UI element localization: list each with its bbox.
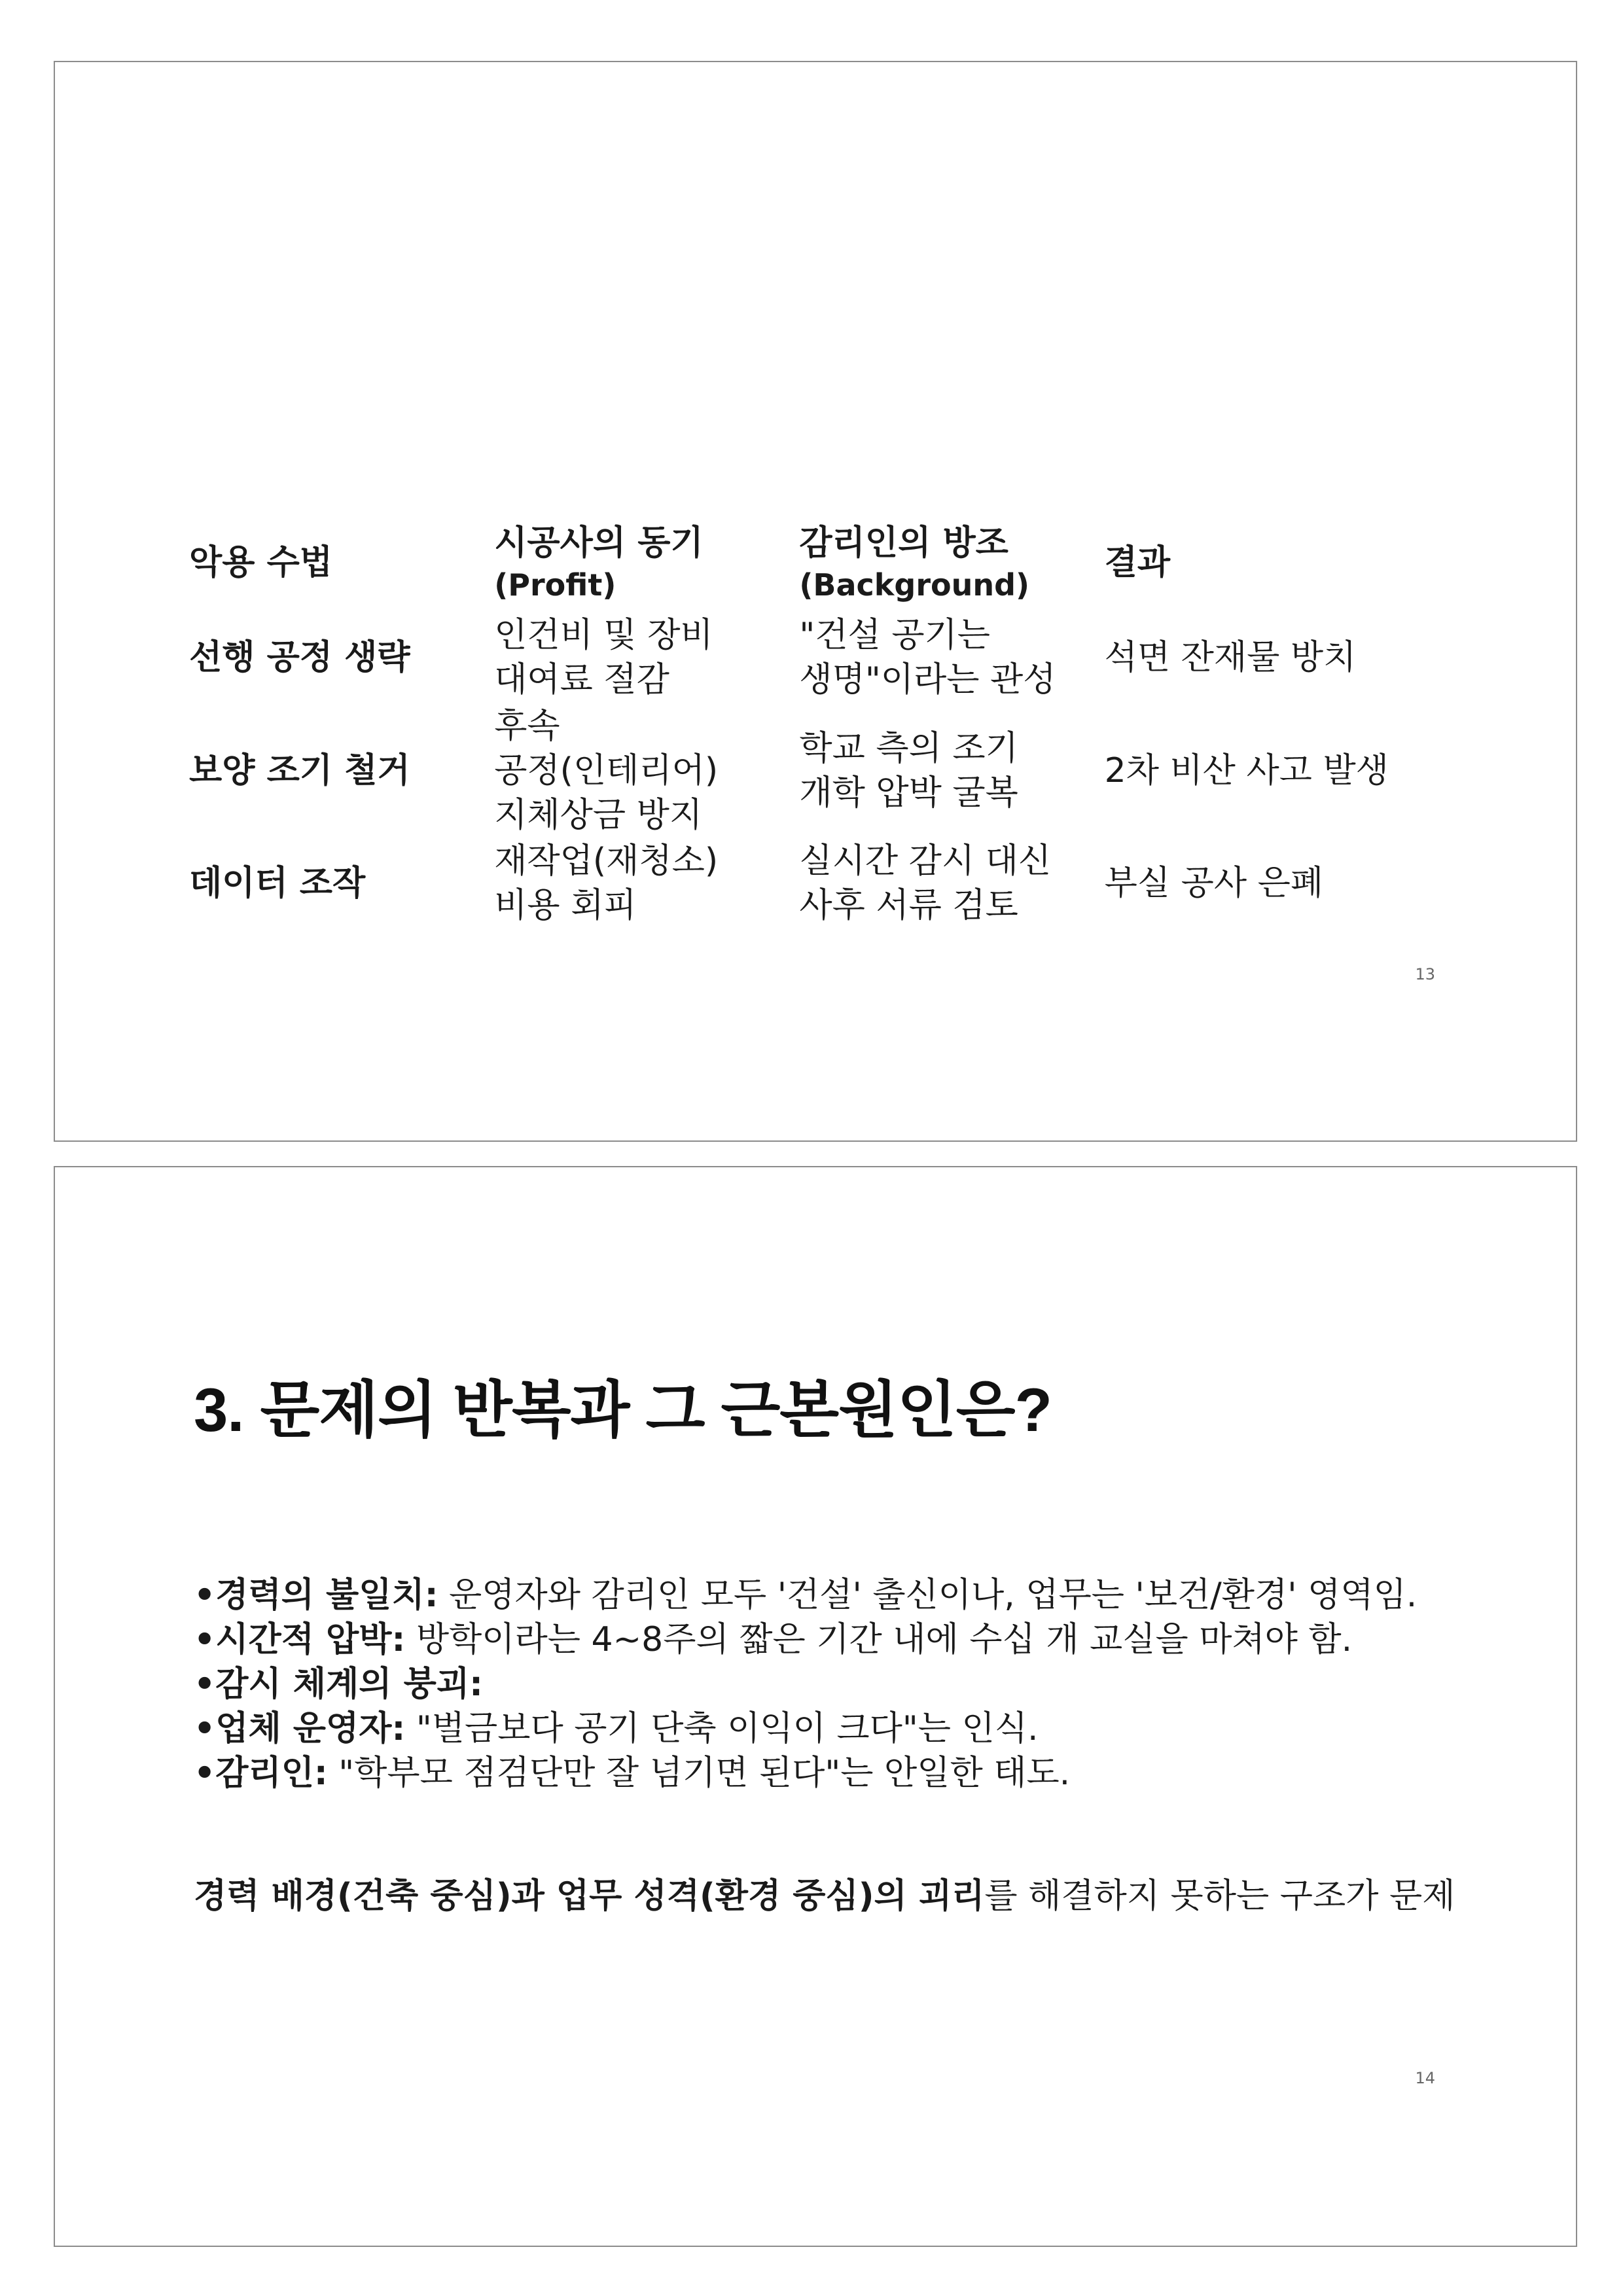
header-cell [799,521,1104,605]
bullet-text: 방학이라는 4~8주의 짧은 기간 내에 수십 개 교실을 마쳐야 함. [405,1620,1353,1659]
bullet-item [194,1706,1476,1751]
table-row [189,838,1406,929]
slide-13 [54,61,1577,1142]
header-cell [1105,540,1406,585]
method-cell: 보양 조기 철거 [189,751,410,790]
table-row [189,703,1406,838]
table-header-row [189,514,1406,612]
bullet-list [194,1573,1476,1795]
bullet-text: 운영자와 감리인 모두 '건설' 출신이나, 업무는 '보건/환경' 영역임. [438,1576,1418,1615]
bullet-label: •경력의 불일치: [194,1576,438,1615]
result-cell: 석면 잔재물 방치 [1104,638,1357,677]
bullet-item [194,1751,1476,1795]
header-main: 결과 [1104,543,1171,582]
conclusion-bold: 경력 배경(건축 중심)과 업무 성격(환경 중심)의 괴리 [194,1877,985,1916]
bullet-item [194,1662,1476,1706]
bullet-text: "학부모 점검단만 잘 넘기면 된다"는 안일한 태도. [327,1754,1071,1793]
result-cell: 부실 공사 은폐 [1104,864,1324,903]
method-cell: 선행 공정 생략 [189,638,410,677]
slide-14 [54,1166,1577,2247]
bullet-label: •감시 체계의 붕괴: [194,1665,483,1704]
header-main: 감리인의 방조 [799,523,1008,563]
result-cell: 2차 비산 사고 발생 [1104,751,1389,790]
slide-title: 3. 문제의 반복과 그 근본원인은? [194,1375,1052,1444]
page-number: 14 [1415,2069,1435,2087]
abuse-table [189,514,1406,929]
bullet-label: •업체 운영자: [194,1709,406,1748]
header-cell [189,540,494,585]
conclusion-rest: 를 해결하지 못하는 구조가 문제 [984,1877,1455,1916]
bullet-item [194,1573,1476,1617]
header-main: 악용 수법 [189,543,333,582]
bullet-text: "벌금보다 공기 단축 이익이 크다"는 인식. [405,1709,1039,1748]
header-cell [494,521,799,605]
header-sub: (Background) [799,567,1030,603]
bullet-label: •감리인: [194,1754,328,1793]
bullet-item [194,1617,1476,1662]
table-row [189,612,1406,703]
header-sub: (Profit) [494,567,616,603]
header-main: 시공사의 동기 [494,523,704,563]
motive-cell: 인건비 및 장비 대여료 절감 [494,616,713,699]
motive-cell: 후속 공정(인테리어) 지체상금 방지 [494,706,719,835]
background-cell: 실시간 감시 대신 사후 서류 검토 [799,841,1052,925]
page-number: 13 [1415,965,1435,983]
background-cell: 학교 측의 조기 개학 압박 굴복 [799,728,1018,813]
bullet-label: •시간적 압박: [194,1620,406,1659]
method-cell: 데이터 조작 [189,864,366,903]
background-cell: "건설 공기는 생명"이라는 관성 [799,616,1056,699]
conclusion [194,1874,1476,1918]
motive-cell: 재작업(재청소) 비용 회피 [494,841,719,925]
